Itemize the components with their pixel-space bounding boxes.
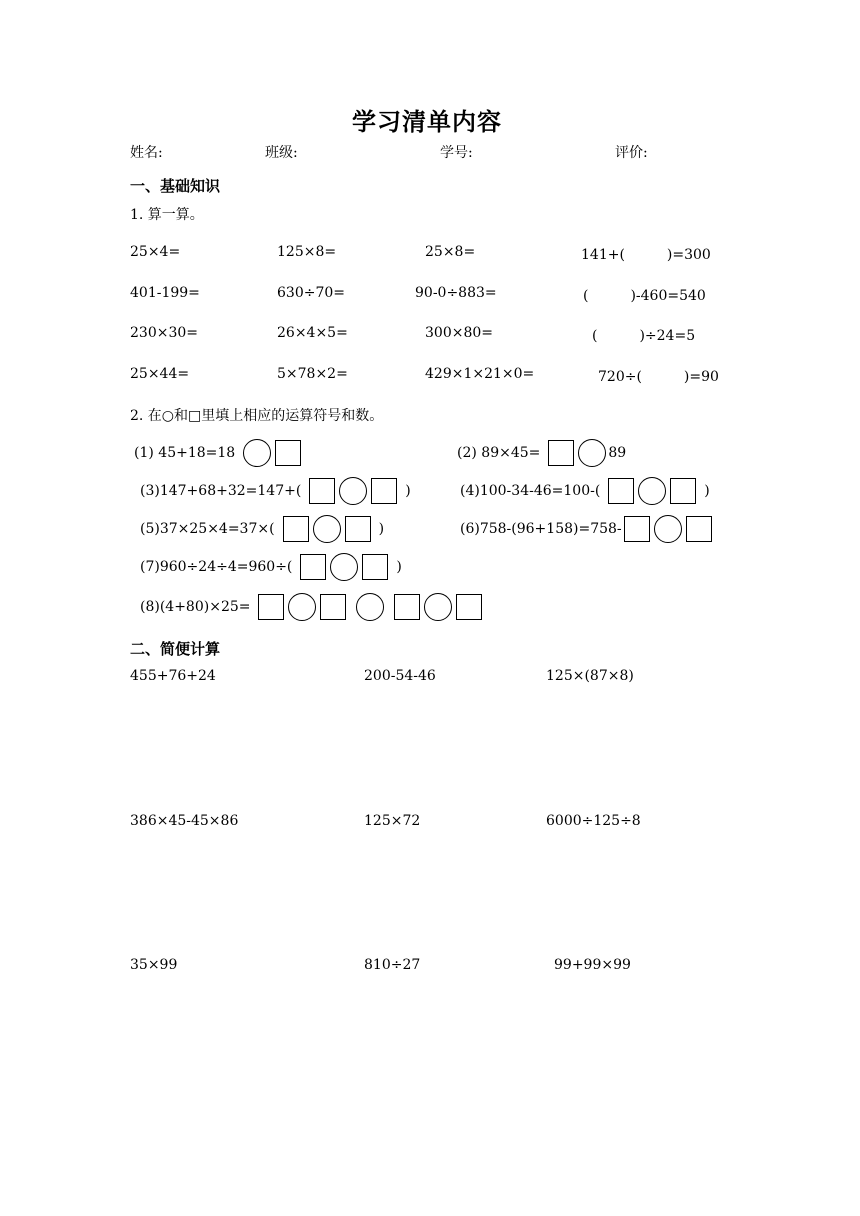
square-blank[interactable] [624,516,650,542]
fill-item-text: (3)147+68+32=147+( [140,483,302,499]
calc-item: 720÷( )=90 [598,369,719,385]
square-blank[interactable] [300,554,326,580]
simple-calc-item: 125×72 [364,813,421,829]
fill-item-8 [140,591,484,623]
simple-calc-item: 6000÷125÷8 [546,813,641,829]
calc-item: ( )÷24=5 [592,328,696,344]
square-blank[interactable] [548,440,574,466]
fill-item-text: (4)100-34-46=100-( [460,483,601,499]
fill-item-6 [460,513,714,545]
fill-item-3 [140,475,411,507]
fill-item-text: (7)960÷24÷4=960÷( [140,559,293,575]
calc-item: 429×1×21×0= [425,366,535,382]
fill-item-text: ) [396,559,402,575]
fill-item-text: (1) 45+18=18 [134,445,236,461]
calc-item: 25×4= [130,244,181,260]
simple-calc-item: 455+76+24 [130,668,216,684]
circle-blank[interactable] [638,477,666,505]
square-blank[interactable] [456,594,482,620]
circle-blank[interactable] [356,593,384,621]
fill-item-4 [460,475,710,507]
circle-blank[interactable] [313,515,341,543]
question-1-label: 1. 算一算。 [130,207,204,223]
circle-blank[interactable] [288,593,316,621]
simple-calc-item: 200-54-46 [364,668,436,684]
square-blank[interactable] [275,440,301,466]
fill-item-text: ) [405,483,411,499]
circle-blank[interactable] [654,515,682,543]
calc-item: 401-199= [130,285,200,301]
calc-item: ( )-460=540 [583,288,706,304]
fill-item-text: (5)37×25×4=37×( [140,521,275,537]
calc-item: 25×44= [130,366,190,382]
circle-blank[interactable] [330,553,358,581]
simple-calc-item: 810÷27 [364,957,421,973]
circle-blank[interactable] [424,593,452,621]
fill-item-text: ) [704,483,710,499]
square-blank[interactable] [686,516,712,542]
circle-blank[interactable] [578,439,606,467]
calc-item: 5×78×2= [277,366,348,382]
square-blank[interactable] [345,516,371,542]
evaluation-label: 评价: [615,145,648,161]
class-label: 班级: [265,145,298,161]
simple-calc-item: 35×99 [130,957,178,973]
square-blank[interactable] [371,478,397,504]
square-blank[interactable] [394,594,420,620]
fill-item-text: (2) 89×45= [457,445,541,461]
section-heading-basics: 一、基础知识 [130,177,221,195]
question-2-label: 2. 在○和□里填上相应的运算符号和数。 [130,408,384,424]
simple-calc-item: 125×(87×8) [546,668,634,684]
calc-item: 141+( )=300 [581,247,711,263]
square-blank[interactable] [320,594,346,620]
square-blank[interactable] [283,516,309,542]
fill-item-5 [140,513,384,545]
student-number-label: 学号: [440,145,473,161]
fill-item-text: ) [378,521,385,537]
calc-item: 300×80= [425,325,493,341]
fill-item-text: (6)758-(96+158)=758- [460,521,622,537]
calc-item: 90-0÷883= [415,285,497,301]
calc-item: 25×8= [425,244,476,260]
fill-item-2 [457,437,626,469]
simple-calc-item: 386×45-45×86 [130,813,239,829]
calc-item: 230×30= [130,325,198,341]
square-blank[interactable] [608,478,634,504]
section-heading-simple-calc: 二、简便计算 [130,640,221,658]
fill-item-7 [140,551,402,583]
fill-item-1 [134,437,303,469]
square-blank[interactable] [309,478,335,504]
name-label: 姓名: [130,145,163,161]
calc-item: 630÷70= [277,285,345,301]
calc-item: 26×4×5= [277,325,348,341]
page-title: 学习清单内容 [352,108,502,136]
square-blank[interactable] [362,554,388,580]
calc-item: 125×8= [277,244,337,260]
circle-blank[interactable] [243,439,271,467]
circle-blank[interactable] [339,477,367,505]
fill-item-text: 89 [608,445,627,461]
simple-calc-item: 99+99×99 [554,957,631,973]
square-blank[interactable] [258,594,284,620]
square-blank[interactable] [670,478,696,504]
fill-item-text: (8)(4+80)×25= [140,599,251,615]
